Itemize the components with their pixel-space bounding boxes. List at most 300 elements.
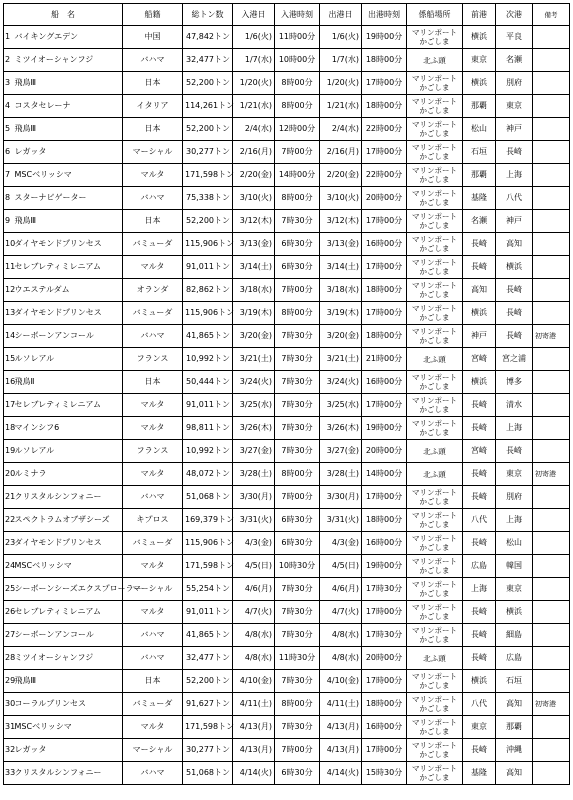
cell-departure-time: 15時30分 — [362, 762, 407, 785]
cell-departure-time: 17時30分 — [362, 624, 407, 647]
berth-line-1: マリンポート — [412, 603, 457, 612]
berth-line-1: マリンポート — [412, 511, 457, 520]
cell-arrival-date: 4/8(水) — [233, 624, 275, 647]
cell-departure-time: 18時00分 — [362, 693, 407, 716]
berth-line-1: マリンポート — [412, 97, 457, 106]
cell-next-port: 別府 — [496, 72, 533, 95]
cell-flag: マルタ — [123, 164, 183, 187]
cell-ship-name: セレブレティミレニアム — [14, 601, 123, 624]
cell-flag: マーシャル — [123, 141, 183, 164]
cell-note — [533, 256, 570, 279]
cell-berth — [407, 118, 463, 141]
cell-note — [533, 647, 570, 670]
cell-berth — [407, 394, 463, 417]
cell-next-port: 上海 — [496, 509, 533, 532]
cell-previous-port: 那覇 — [463, 95, 496, 118]
berth-line-2: かごしま — [419, 497, 450, 506]
cell-arrival-date: 3/21(土) — [233, 348, 275, 371]
berth-line-1: マリンポート — [412, 741, 457, 750]
cell-previous-port: 長崎 — [463, 394, 496, 417]
cell-tonnage: 10,992トン — [183, 348, 233, 371]
cell-previous-port: 松山 — [463, 118, 496, 141]
cell-ship-name: ルソレアル — [14, 348, 123, 371]
cell-previous-port: 横浜 — [463, 26, 496, 49]
table-row — [4, 486, 570, 509]
cell-berth — [407, 440, 463, 463]
cell-arrival-time: 7時30分 — [275, 394, 320, 417]
cell-flag: 日本 — [123, 371, 183, 394]
cell-arrival-time: 10時30分 — [275, 555, 320, 578]
cell-arrival-time: 14時00分 — [275, 164, 320, 187]
cell-note — [533, 72, 570, 95]
cell-row-number: 23 — [4, 532, 14, 555]
cell-next-port: 高知 — [496, 762, 533, 785]
cell-next-port: 上海 — [496, 164, 533, 187]
cell-berth — [407, 693, 463, 716]
cell-ship-name: クリスタルシンフォニー — [14, 762, 123, 785]
table-row — [4, 394, 570, 417]
cell-ship-name: 飛鳥Ⅲ — [14, 72, 123, 95]
cell-ship-name: ミツイオーシャンフジ — [14, 49, 123, 72]
cell-next-port: 長崎 — [496, 141, 533, 164]
cell-ship-name: ウエステルダム — [14, 279, 123, 302]
cell-previous-port: 長崎 — [463, 532, 496, 555]
cell-departure-time: 20時00分 — [362, 647, 407, 670]
cell-berth — [407, 601, 463, 624]
cell-next-port: 横浜 — [496, 601, 533, 624]
cell-tonnage: 169,379トン — [183, 509, 233, 532]
cell-arrival-date: 4/14(火) — [233, 762, 275, 785]
cell-arrival-date: 3/19(木) — [233, 302, 275, 325]
cell-next-port: 名瀬 — [496, 49, 533, 72]
cell-ship-name: バイキングエデン — [14, 26, 123, 49]
cell-arrival-time: 6時30分 — [275, 532, 320, 555]
table-row — [4, 739, 570, 762]
cell-departure-date: 3/10(火) — [320, 187, 362, 210]
cell-berth — [407, 141, 463, 164]
cell-arrival-date: 1/7(水) — [233, 49, 275, 72]
cell-departure-date: 4/8(水) — [320, 624, 362, 647]
cell-departure-time: 17時00分 — [362, 256, 407, 279]
cell-row-number: 11 — [4, 256, 14, 279]
cell-next-port: 那覇 — [496, 716, 533, 739]
cell-tonnage: 75,338トン — [183, 187, 233, 210]
berth-line-1: マリンポート — [412, 626, 457, 635]
cell-previous-port: 東京 — [463, 716, 496, 739]
cell-arrival-time: 7時00分 — [275, 486, 320, 509]
berth-line-2: かごしま — [419, 152, 450, 161]
cell-berth — [407, 463, 463, 486]
cell-tonnage: 52,200トン — [183, 670, 233, 693]
table-row — [4, 417, 570, 440]
berth-line-2: かごしま — [419, 267, 450, 276]
berth-line-1: マリンポート — [412, 281, 457, 290]
berth-line-1: マリンポート — [412, 718, 457, 727]
cell-previous-port: 横浜 — [463, 72, 496, 95]
cell-departure-date: 2/4(水) — [320, 118, 362, 141]
cell-arrival-time: 8時00分 — [275, 302, 320, 325]
cell-arrival-date: 3/12(木) — [233, 210, 275, 233]
cell-row-number: 18 — [4, 417, 14, 440]
berth-line-1: マリンポート — [412, 672, 457, 681]
table-row — [4, 348, 570, 371]
table-row — [4, 95, 570, 118]
cell-arrival-date: 3/13(金) — [233, 233, 275, 256]
cell-flag: バミューダ — [123, 693, 183, 716]
cell-tonnage: 98,811トン — [183, 417, 233, 440]
cell-departure-date: 4/6(月) — [320, 578, 362, 601]
cell-departure-time: 17時30分 — [362, 578, 407, 601]
cell-ship-name: シーボーンアンコール — [14, 624, 123, 647]
berth-line-1: マリンポート — [412, 488, 457, 497]
berth-line-1: マリンポート — [412, 373, 457, 382]
berth-line-2: かごしま — [419, 773, 450, 782]
berth-line-1: マリンポート — [412, 396, 457, 405]
cell-departure-date: 4/14(火) — [320, 762, 362, 785]
cell-ship-name: レガッタ — [14, 739, 123, 762]
cell-arrival-time: 11時30分 — [275, 647, 320, 670]
cell-departure-time: 17時00分 — [362, 670, 407, 693]
cell-departure-time: 18時00分 — [362, 95, 407, 118]
berth-line-1: マリンポート — [412, 74, 457, 83]
cell-arrival-time: 6時30分 — [275, 256, 320, 279]
cell-ship-name: セレブレティミレニアム — [14, 394, 123, 417]
cell-previous-port: 長崎 — [463, 233, 496, 256]
cell-ship-name: MSCベリッシマ — [14, 555, 123, 578]
berth-line-1: マリンポート — [412, 189, 457, 198]
cell-arrival-time: 7時30分 — [275, 601, 320, 624]
cell-departure-time: 17時00分 — [362, 210, 407, 233]
table-row — [4, 26, 570, 49]
berth-line-2: かごしま — [419, 37, 450, 46]
cell-ship-name: 飛鳥Ⅲ — [14, 210, 123, 233]
cell-tonnage: 115,906トン — [183, 233, 233, 256]
cell-ship-name: コスタセレーナ — [14, 95, 123, 118]
cell-departure-time: 16時00分 — [362, 371, 407, 394]
cell-next-port: 東京 — [496, 95, 533, 118]
cell-note — [533, 26, 570, 49]
cell-departure-time: 20時00分 — [362, 440, 407, 463]
cell-note: 初寄港 — [533, 325, 570, 348]
header-next-port: 次港 — [496, 4, 533, 26]
berth-line-1: マリンポート — [412, 580, 457, 589]
cell-departure-time: 18時00分 — [362, 325, 407, 348]
cell-flag: マルタ — [123, 555, 183, 578]
cell-row-number: 24 — [4, 555, 14, 578]
berth-line-2: かごしま — [419, 727, 450, 736]
cell-flag: 日本 — [123, 670, 183, 693]
cell-departure-time: 21時00分 — [362, 348, 407, 371]
cell-row-number: 31 — [4, 716, 14, 739]
cell-tonnage: 91,011トン — [183, 256, 233, 279]
cell-note — [533, 601, 570, 624]
header-ship-name: 船 名 — [4, 4, 123, 26]
berth-line-1: マリンポート — [412, 534, 457, 543]
cell-arrival-time: 7時30分 — [275, 578, 320, 601]
cell-departure-date: 2/20(金) — [320, 164, 362, 187]
cell-departure-date: 3/24(火) — [320, 371, 362, 394]
cell-row-number: 13 — [4, 302, 14, 325]
berth-line-1: マリンポート — [412, 28, 457, 37]
cell-departure-date: 3/31(火) — [320, 509, 362, 532]
cell-note — [533, 141, 570, 164]
cell-arrival-time: 7時30分 — [275, 417, 320, 440]
cell-note — [533, 210, 570, 233]
cell-previous-port: 宮崎 — [463, 440, 496, 463]
cell-tonnage: 52,200トン — [183, 210, 233, 233]
cell-row-number: 26 — [4, 601, 14, 624]
cell-departure-date: 4/11(土) — [320, 693, 362, 716]
cell-arrival-time: 7時30分 — [275, 670, 320, 693]
cell-note — [533, 371, 570, 394]
cell-tonnage: 32,477トン — [183, 49, 233, 72]
cell-arrival-date: 4/13(月) — [233, 739, 275, 762]
cell-previous-port: 基隆 — [463, 762, 496, 785]
cell-row-number: 32 — [4, 739, 14, 762]
cell-berth — [407, 555, 463, 578]
cell-tonnage: 114,261トン — [183, 95, 233, 118]
cell-arrival-time: 7時30分 — [275, 348, 320, 371]
table-row — [4, 647, 570, 670]
cell-departure-date: 3/28(土) — [320, 463, 362, 486]
cell-arrival-date: 4/8(水) — [233, 647, 275, 670]
cell-note — [533, 509, 570, 532]
header-departure-date: 出港日 — [320, 4, 362, 26]
cell-departure-time: 17時00分 — [362, 486, 407, 509]
cell-row-number: 19 — [4, 440, 14, 463]
cell-departure-date: 3/12(木) — [320, 210, 362, 233]
table-header — [4, 4, 570, 26]
cell-departure-time: 18時00分 — [362, 279, 407, 302]
cell-previous-port: 長崎 — [463, 624, 496, 647]
cell-previous-port: 長崎 — [463, 417, 496, 440]
cell-next-port: 上海 — [496, 417, 533, 440]
cell-row-number: 1 — [4, 26, 14, 49]
berth-line-2: かごしま — [419, 83, 450, 92]
cell-note — [533, 302, 570, 325]
cell-arrival-date: 4/3(金) — [233, 532, 275, 555]
cell-flag: 日本 — [123, 72, 183, 95]
cell-tonnage: 115,906トン — [183, 532, 233, 555]
cell-previous-port: 八代 — [463, 509, 496, 532]
cell-next-port: 神戸 — [496, 118, 533, 141]
berth-line-1: マリンポート — [412, 212, 457, 221]
cell-row-number: 15 — [4, 348, 14, 371]
cell-berth — [407, 348, 463, 371]
berth-line-2: かごしま — [419, 405, 450, 414]
cell-arrival-time: 7時00分 — [275, 279, 320, 302]
cell-ship-name: ダイヤモンドプリンセス — [14, 233, 123, 256]
berth-line-2: かごしま — [419, 681, 450, 690]
berth-line-2: かごしま — [419, 589, 450, 598]
berth-line-1: マリンポート — [412, 235, 457, 244]
cell-previous-port: 上海 — [463, 578, 496, 601]
cell-note — [533, 348, 570, 371]
table-row — [4, 302, 570, 325]
cell-arrival-time: 8時00分 — [275, 463, 320, 486]
cell-note — [533, 624, 570, 647]
cell-flag: バハマ — [123, 647, 183, 670]
cell-next-port: 宮之浦 — [496, 348, 533, 371]
cell-berth — [407, 486, 463, 509]
cell-note: 初寄港 — [533, 693, 570, 716]
cell-tonnage: 51,068トン — [183, 486, 233, 509]
berth-line-2: かごしま — [419, 566, 450, 575]
cell-row-number: 20 — [4, 463, 14, 486]
cell-tonnage: 41,865トン — [183, 325, 233, 348]
berth-line-2: かごしま — [419, 750, 450, 759]
cell-berth — [407, 256, 463, 279]
table-row — [4, 164, 570, 187]
table-row — [4, 187, 570, 210]
cell-previous-port: 名瀬 — [463, 210, 496, 233]
cell-ship-name: コーラルプリンセス — [14, 693, 123, 716]
cell-previous-port: 長崎 — [463, 463, 496, 486]
cell-arrival-time: 6時30分 — [275, 233, 320, 256]
cell-next-port: 長崎 — [496, 325, 533, 348]
cell-row-number: 28 — [4, 647, 14, 670]
cell-arrival-time: 8時00分 — [275, 72, 320, 95]
table-row — [4, 440, 570, 463]
cell-departure-time: 19時00分 — [362, 417, 407, 440]
cell-berth — [407, 210, 463, 233]
cell-previous-port: 神戸 — [463, 325, 496, 348]
cell-arrival-time: 7時30分 — [275, 716, 320, 739]
cell-next-port: 東京 — [496, 578, 533, 601]
cell-arrival-date: 4/13(月) — [233, 716, 275, 739]
cell-next-port: 長崎 — [496, 440, 533, 463]
berth-line-1: 北ふ頭 — [423, 653, 446, 663]
cell-ship-name: スペクトラムオブザシーズ — [14, 509, 123, 532]
cell-flag: 中国 — [123, 26, 183, 49]
cell-previous-port: 高知 — [463, 279, 496, 302]
cell-row-number: 27 — [4, 624, 14, 647]
cell-tonnage: 115,906トン — [183, 302, 233, 325]
cell-ship-name: レガッタ — [14, 141, 123, 164]
cell-arrival-time: 10時00分 — [275, 49, 320, 72]
cell-departure-date: 3/25(水) — [320, 394, 362, 417]
cell-next-port: 沖縄 — [496, 739, 533, 762]
cell-departure-time: 17時00分 — [362, 302, 407, 325]
cell-ship-name: セレブレティミレニアム — [14, 256, 123, 279]
cell-departure-date: 1/21(水) — [320, 95, 362, 118]
cell-berth — [407, 325, 463, 348]
cell-next-port: 松山 — [496, 532, 533, 555]
cell-arrival-date: 4/7(火) — [233, 601, 275, 624]
cell-note — [533, 187, 570, 210]
cell-departure-time: 18時00分 — [362, 509, 407, 532]
cell-ship-name: シーボーンアンコール — [14, 325, 123, 348]
cell-departure-date: 3/13(金) — [320, 233, 362, 256]
cell-note — [533, 716, 570, 739]
cell-flag: バハマ — [123, 49, 183, 72]
berth-line-1: 北ふ頭 — [423, 446, 446, 456]
cell-ship-name: クリスタルシンフォニー — [14, 486, 123, 509]
cell-flag: キプロス — [123, 509, 183, 532]
cell-ship-name: ミツイオーシャンフジ — [14, 647, 123, 670]
cell-next-port: 横浜 — [496, 256, 533, 279]
cell-next-port: 博多 — [496, 371, 533, 394]
cell-flag: 日本 — [123, 210, 183, 233]
cell-ship-name: ルソレアル — [14, 440, 123, 463]
table-row — [4, 693, 570, 716]
cell-berth — [407, 624, 463, 647]
cell-next-port: 長崎 — [496, 302, 533, 325]
cell-row-number: 30 — [4, 693, 14, 716]
cell-flag: バハマ — [123, 187, 183, 210]
cell-previous-port: 長崎 — [463, 256, 496, 279]
cell-ship-name: 飛鳥Ⅲ — [14, 670, 123, 693]
cell-row-number: 17 — [4, 394, 14, 417]
cell-next-port: 高知 — [496, 233, 533, 256]
cell-flag: 日本 — [123, 118, 183, 141]
table-row — [4, 233, 570, 256]
berth-line-1: マリンポート — [412, 166, 457, 175]
cell-ship-name: ダイヤモンドプリンセス — [14, 532, 123, 555]
cell-departure-date: 3/27(金) — [320, 440, 362, 463]
cell-row-number: 2 — [4, 49, 14, 72]
cell-note — [533, 118, 570, 141]
cell-arrival-time: 7時30分 — [275, 440, 320, 463]
berth-line-2: かごしま — [419, 635, 450, 644]
cell-departure-time: 17時00分 — [362, 394, 407, 417]
cell-tonnage: 48,072トン — [183, 463, 233, 486]
cell-previous-port: 長崎 — [463, 486, 496, 509]
cell-note — [533, 95, 570, 118]
cell-row-number: 21 — [4, 486, 14, 509]
cell-tonnage: 82,862トン — [183, 279, 233, 302]
cell-previous-port: 東京 — [463, 49, 496, 72]
berth-line-2: かごしま — [419, 290, 450, 299]
cell-row-number: 33 — [4, 762, 14, 785]
cell-ship-name: マインシフ6 — [14, 417, 123, 440]
cell-note — [533, 394, 570, 417]
cell-arrival-time: 8時00分 — [275, 187, 320, 210]
cell-tonnage: 51,068トン — [183, 762, 233, 785]
cell-ship-name: シーボーンシーズエクスプローラー — [14, 578, 123, 601]
header-previous-port: 前港 — [463, 4, 496, 26]
cell-arrival-date: 4/11(土) — [233, 693, 275, 716]
table-row — [4, 716, 570, 739]
cell-departure-time: 20時00分 — [362, 187, 407, 210]
cell-note — [533, 233, 570, 256]
cell-tonnage: 171,598トン — [183, 716, 233, 739]
cell-arrival-date: 4/10(金) — [233, 670, 275, 693]
cell-berth — [407, 509, 463, 532]
cell-row-number: 10 — [4, 233, 14, 256]
cell-berth — [407, 670, 463, 693]
cell-row-number: 22 — [4, 509, 14, 532]
cell-next-port: 細島 — [496, 624, 533, 647]
cell-flag: フランス — [123, 440, 183, 463]
cell-flag: バハマ — [123, 762, 183, 785]
cell-next-port: 韓国 — [496, 555, 533, 578]
cell-departure-date: 3/18(水) — [320, 279, 362, 302]
berth-line-2: かごしま — [419, 336, 450, 345]
cell-arrival-time: 7時30分 — [275, 210, 320, 233]
berth-line-1: マリンポート — [412, 695, 457, 704]
cell-tonnage: 171,598トン — [183, 164, 233, 187]
cell-departure-date: 3/26(木) — [320, 417, 362, 440]
cell-arrival-date: 1/6(火) — [233, 26, 275, 49]
cell-tonnage: 52,200トン — [183, 118, 233, 141]
cell-berth — [407, 739, 463, 762]
table-row — [4, 670, 570, 693]
berth-line-2: かごしま — [419, 129, 450, 138]
cell-departure-time: 19時00分 — [362, 26, 407, 49]
cell-row-number: 8 — [4, 187, 14, 210]
cell-berth — [407, 417, 463, 440]
